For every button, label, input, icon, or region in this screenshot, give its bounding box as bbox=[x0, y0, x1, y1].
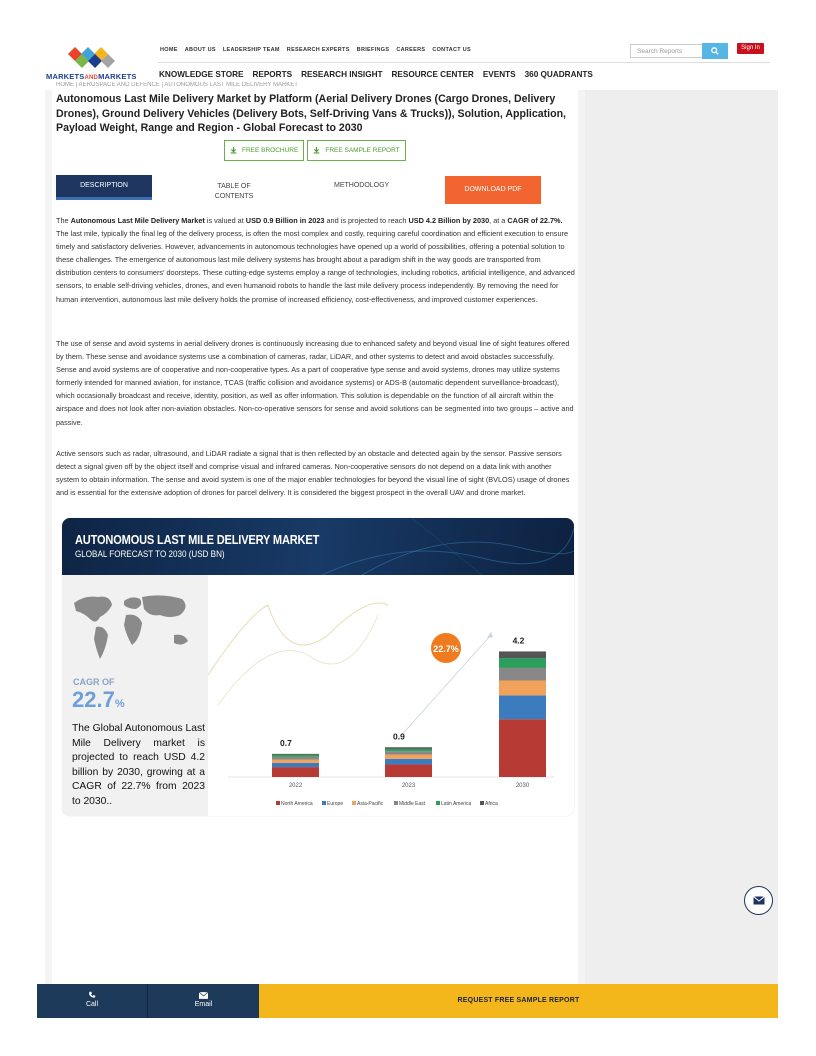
infographic-subtitle: GLOBAL FORECAST TO 2030 (USD BN) bbox=[75, 549, 225, 560]
tab-methodology[interactable]: METHODOLOGY bbox=[334, 182, 390, 189]
download-icon bbox=[313, 147, 320, 154]
market-bar-chart bbox=[208, 575, 574, 816]
download-buttons bbox=[224, 140, 406, 161]
nav-divider bbox=[158, 62, 770, 63]
legend-swatch bbox=[436, 801, 440, 805]
legend-swatch bbox=[322, 801, 326, 805]
growth-arrow-head bbox=[487, 632, 493, 638]
bottom-action-bar bbox=[37, 984, 778, 1018]
bar-segment-2030-asia-pacific bbox=[499, 681, 546, 696]
bar-segment-2030-africa bbox=[499, 651, 546, 658]
infographic-left-panel bbox=[62, 575, 208, 816]
main-navigation bbox=[159, 70, 593, 79]
topnav-about[interactable]: ABOUT US bbox=[184, 47, 216, 53]
right-sidebar bbox=[585, 84, 778, 984]
bar-segment-2022-africa bbox=[272, 754, 319, 755]
legend-label: Asia-Pacific bbox=[357, 801, 384, 807]
bar-segment-2023-latin-america bbox=[385, 749, 432, 751]
legend-swatch bbox=[394, 801, 398, 805]
sign-in-button[interactable]: Sign In bbox=[737, 43, 764, 54]
download-pdf-button[interactable]: DOWNLOAD PDF bbox=[445, 176, 541, 204]
floating-email-button[interactable] bbox=[744, 886, 773, 915]
topnav-leadership[interactable]: LEADERSHIP TEAM bbox=[222, 47, 280, 53]
x-tick-label: 2023 bbox=[401, 783, 416, 789]
topnav-home[interactable]: HOME bbox=[160, 47, 178, 53]
free-brochure-label: FREE BROCHURE bbox=[242, 147, 299, 154]
email-button[interactable] bbox=[148, 984, 259, 1018]
legend-swatch bbox=[352, 801, 356, 805]
bar-segment-2023-europe bbox=[385, 759, 432, 765]
logo-wordmark[interactable]: MARKETSANDMARKETS bbox=[46, 72, 137, 81]
bar-total-label: 4.2 bbox=[512, 635, 525, 646]
top-navigation bbox=[160, 47, 471, 53]
cagr-value: 22.7% bbox=[72, 687, 125, 712]
free-brochure-button[interactable] bbox=[224, 140, 304, 161]
bar-segment-2022-latin-america bbox=[272, 755, 319, 757]
free-sample-label: FREE SAMPLE REPORT bbox=[325, 147, 400, 154]
bar-segment-2030-europe bbox=[499, 695, 546, 719]
search-input[interactable]: Search Reports bbox=[630, 44, 702, 58]
page-title: Autonomous Last Mile Delivery Market by Platform (Aerial Delivery Drones (Cargo Drones, Delivery Drones), Ground Delivery Vehicles (Delivery Bots, Self-Driving Vans & Trucks)), Solution, Application, Payload Weight, Range and Region - Global Forecast to 2030 bbox=[56, 93, 566, 134]
legend-swatch bbox=[480, 801, 484, 805]
x-tick-label: 2030 bbox=[515, 783, 530, 789]
envelope-icon bbox=[753, 896, 765, 905]
world-map-icon bbox=[70, 589, 200, 669]
infographic-banner bbox=[62, 518, 574, 575]
legend-label: Europe bbox=[327, 801, 344, 807]
bar-segment-2022-middle-east bbox=[272, 757, 319, 760]
bar-segment-2030-latin-america bbox=[499, 658, 546, 668]
site-header bbox=[0, 0, 816, 90]
bar-segment-2030-north-america bbox=[499, 719, 546, 777]
nav-knowledge-store[interactable]: KNOWLEDGE STORE bbox=[159, 70, 244, 79]
nav-reports[interactable]: REPORTS bbox=[252, 70, 293, 79]
breadcrumb[interactable]: HOME | AEROSPACE AND DEFENCE | AUTONOMOUS LAST MILE DELIVERY MARKET bbox=[56, 82, 298, 88]
tab-table-of-contents[interactable]: TABLE OF CONTENTS bbox=[214, 183, 254, 200]
cagr-badge-text: 22.7% bbox=[433, 644, 459, 654]
infographic-title: AUTONOMOUS LAST MILE DELIVERY MARKET bbox=[75, 532, 320, 547]
legend-label: Africa bbox=[485, 801, 498, 807]
envelope-icon bbox=[199, 992, 208, 999]
legend-label: Latin America bbox=[441, 801, 472, 807]
nav-360-quadrants[interactable]: 360 QUADRANTS bbox=[524, 70, 593, 79]
market-infographic[interactable] bbox=[62, 518, 574, 816]
topnav-experts[interactable]: RESEARCH EXPERTS bbox=[286, 47, 350, 53]
description-paragraph-3: Active sensors such as radar, ultrasound, and LiDAR radiate a signal that is then reflected by an obstacle and detected again by the sensor. Passive sensors detect a signal given off by the object itself and comprise visual and infrared cameras. Non-cooperative sensors do not depend on a data link with another system to obtain information. The sense and avoid system is one of the major enabler technologies for beyond the visual line of sight (BVLOS) usage of drones and is essential for the extensive adoption of drones for parcel delivery. It is considered the biggest prospect in the overall UAV and drone market. bbox=[56, 449, 570, 498]
bar-segment-2022-asia-pacific bbox=[272, 759, 319, 762]
description-paragraph-1: The Autonomous Last Mile Delivery Market is valued at USD 0.9 Billion in 2023 and is projected to reach USD 4.2 Billion by 2030, at a CAGR of 22.7%. The last mile, typically the final leg of the delivery process, is often the most complex and costly, requiring careful coordination and efficient execution to ensure timely and satisfactory deliveries. However, advancements in autonomous technologies have opened up a world of possibilities, offering a potential solution to these challenges. The emergence of autonomous last mile delivery systems has brought about a paradigm shift in the way goods are transported from distribution centers to consumers' doorsteps. These cutting-edge systems employ a range of technologies, including robotics, artificial intelligence, and advanced sensors, to enable self-driving vehicles, drones, and even humanoid robots to handle the last mile delivery process independently. By removing the need for human intervention, autonomous last mile delivery holds the promise of increased efficiency, cost-effectiveness, and improved customer experiences. bbox=[56, 216, 575, 304]
download-icon bbox=[230, 147, 237, 154]
topnav-contact[interactable]: CONTACT US bbox=[432, 47, 471, 53]
decorative-curve bbox=[208, 603, 388, 675]
call-label: Call bbox=[85, 1001, 99, 1008]
bar-segment-2023-north-america bbox=[385, 764, 432, 777]
phone-icon bbox=[88, 991, 96, 999]
tab-description[interactable]: DESCRIPTION bbox=[56, 175, 152, 200]
cagr-label: CAGR OF bbox=[73, 677, 115, 687]
topnav-briefings[interactable]: BRIEFINGS bbox=[356, 47, 390, 53]
search-icon bbox=[711, 47, 719, 55]
infographic-description: The Global Autonomous Last Mile Delivery market is projected to reach USD 4.2 billion by 2030, growing at a CAGR of 22.7% from 2023 to 2030.. bbox=[72, 723, 205, 807]
search-button[interactable] bbox=[702, 43, 728, 59]
legend-label: Middle East bbox=[399, 801, 426, 807]
bar-segment-2030-middle-east bbox=[499, 668, 546, 681]
bar-segment-2022-europe bbox=[272, 763, 319, 767]
bar-total-label: 0.9 bbox=[393, 731, 405, 742]
legend-swatch bbox=[276, 801, 280, 805]
legend-label: North America bbox=[281, 801, 313, 807]
bar-total-label: 0.7 bbox=[280, 737, 292, 748]
request-sample-button[interactable]: REQUEST FREE SAMPLE REPORT bbox=[259, 984, 778, 1018]
report-tabs bbox=[56, 175, 542, 205]
bar-segment-2022-north-america bbox=[272, 767, 319, 777]
topnav-careers[interactable]: CAREERS bbox=[396, 47, 426, 53]
nav-events[interactable]: EVENTS bbox=[482, 70, 516, 79]
call-button[interactable] bbox=[37, 984, 148, 1018]
free-sample-report-button[interactable] bbox=[307, 140, 405, 161]
description-paragraph-2: The use of sense and avoid systems in aerial delivery drones is continuously increasing due to enhanced safety and beyond visual line of sight features offered by them. These sense and avoidance systems use a combination of cameras, radar, LiDAR, and other systems to detect and avoid obstacles successfully. Sense and avoid systems are of cooperative and non-cooperative types. As a part of cooperative type sense and avoid systems, drones may utilize systems formerly intended for manned aviation, for instance, TCAS (traffic collision and avoidance systems) or ADS-B (automatic dependent surveillance-broadcast), which occasionally broadcast and receive, identity, position, as well as offer information. This solution is dependable on the function of all aircraft within the airspace and does not look after non-aviation obstacles. Non-co-operative sensors for sense and avoid solutions can be segmented into two groups – active and passive. bbox=[56, 339, 574, 427]
bar-segment-2023-africa bbox=[385, 747, 432, 749]
nav-research-insight[interactable]: RESEARCH INSIGHT bbox=[301, 70, 383, 79]
bar-segment-2023-middle-east bbox=[385, 751, 432, 754]
x-tick-label: 2022 bbox=[288, 783, 303, 789]
bar-segment-2023-asia-pacific bbox=[385, 755, 432, 759]
nav-resource-center[interactable]: RESOURCE CENTER bbox=[391, 70, 474, 79]
email-label: Email bbox=[194, 1001, 213, 1008]
